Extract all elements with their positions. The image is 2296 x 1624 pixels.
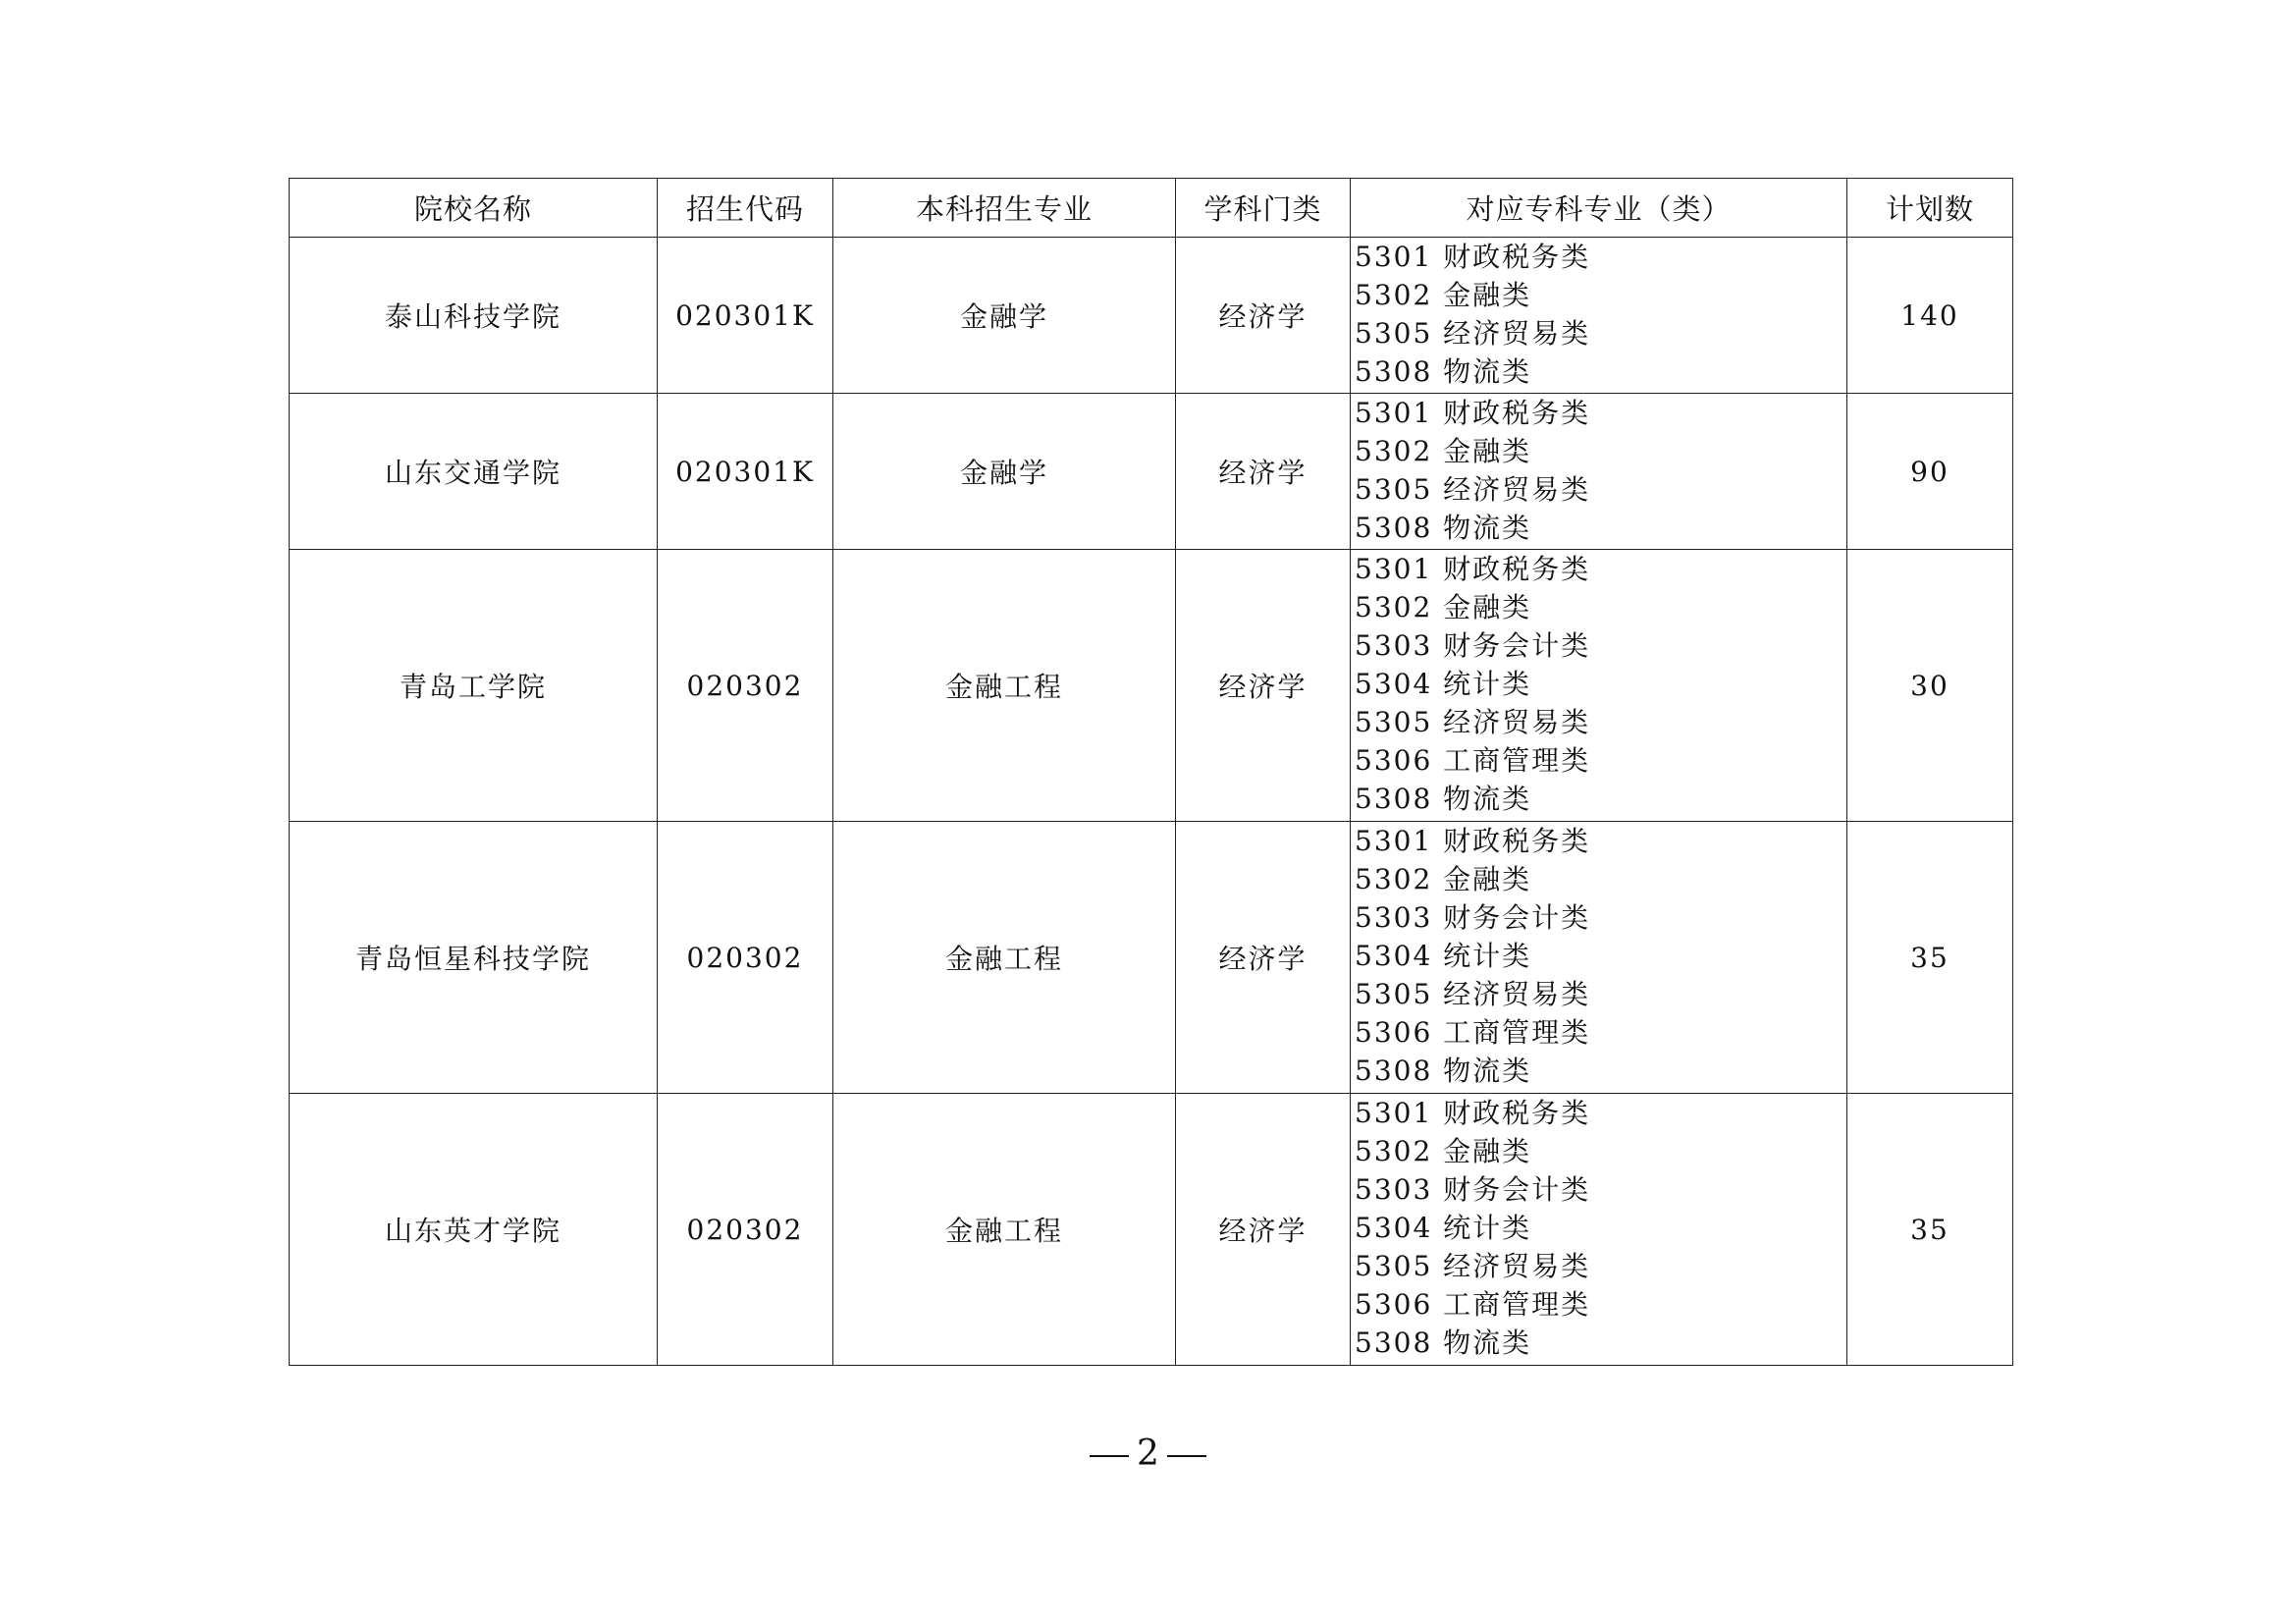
school-name-cell: 泰山科技学院 — [290, 238, 658, 394]
discipline-category-cell: 经济学 — [1176, 394, 1351, 550]
corresponding-major-item: 5305 经济贸易类 — [1355, 1250, 1591, 1282]
plan-count-cell: 35 — [1847, 1094, 2013, 1366]
page-number-dash-right — [1167, 1455, 1206, 1457]
table-row — [290, 822, 2013, 1094]
table-row — [290, 238, 2013, 394]
corresponding-major-item: 5306 工商管理类 — [1355, 744, 1591, 777]
table-body — [290, 238, 2013, 1366]
discipline-category-cell: 经济学 — [1176, 1094, 1351, 1366]
table-row — [290, 1094, 2013, 1366]
corresponding-major-item: 5302 金融类 — [1355, 435, 1532, 467]
corresponding-majors-cell — [1351, 550, 1847, 822]
header-enrollment-code: 招生代码 — [658, 179, 833, 238]
school-name-cell: 山东英才学院 — [290, 1094, 658, 1366]
enrollment-code-cell: 020302 — [658, 1094, 833, 1366]
header-undergrad-major: 本科招生专业 — [833, 179, 1176, 238]
corresponding-majors-cell — [1351, 822, 1847, 1094]
enrollment-code-cell: 020302 — [658, 822, 833, 1094]
corresponding-major-item: 5304 统计类 — [1355, 940, 1532, 972]
corresponding-major-item: 5303 财务会计类 — [1355, 901, 1591, 934]
header-school-name: 院校名称 — [290, 179, 658, 238]
corresponding-major-item: 5301 财政税务类 — [1355, 553, 1591, 585]
enrollment-code-cell: 020301K — [658, 238, 833, 394]
corresponding-major-item: 5305 经济贸易类 — [1355, 317, 1591, 350]
table-row — [290, 394, 2013, 550]
undergrad-major-cell: 金融工程 — [833, 1094, 1176, 1366]
discipline-category-cell: 经济学 — [1176, 822, 1351, 1094]
page-number-dash-left — [1090, 1455, 1129, 1457]
corresponding-majors-cell — [1351, 238, 1847, 394]
corresponding-major-item: 5302 金融类 — [1355, 863, 1532, 895]
plan-count-cell: 140 — [1847, 238, 2013, 394]
corresponding-major-item: 5302 金融类 — [1355, 591, 1532, 623]
enrollment-code-cell: 020301K — [658, 394, 833, 550]
corresponding-major-item: 5302 金融类 — [1355, 1135, 1532, 1167]
corresponding-majors-cell — [1351, 394, 1847, 550]
header-discipline-category: 学科门类 — [1176, 179, 1351, 238]
corresponding-major-item: 5304 统计类 — [1355, 668, 1532, 700]
corresponding-major-item: 5308 物流类 — [1355, 1055, 1532, 1087]
corresponding-major-item: 5303 财务会计类 — [1355, 1173, 1591, 1206]
corresponding-major-item: 5305 经济贸易类 — [1355, 473, 1591, 506]
school-name-cell: 青岛工学院 — [290, 550, 658, 822]
corresponding-majors-cell — [1351, 1094, 1847, 1366]
corresponding-major-item: 5301 财政税务类 — [1355, 397, 1591, 429]
undergrad-major-cell: 金融工程 — [833, 822, 1176, 1094]
school-name-cell: 山东交通学院 — [290, 394, 658, 550]
corresponding-major-item: 5303 财务会计类 — [1355, 629, 1591, 662]
corresponding-major-item: 5302 金融类 — [1355, 279, 1532, 311]
corresponding-major-item: 5306 工商管理类 — [1355, 1288, 1591, 1321]
corresponding-major-item: 5308 物流类 — [1355, 1326, 1532, 1359]
page-number-footer — [0, 1434, 2296, 1474]
corresponding-major-item: 5301 财政税务类 — [1355, 1097, 1591, 1129]
table-header-row — [290, 179, 2013, 238]
corresponding-major-item: 5308 物流类 — [1355, 512, 1532, 544]
header-plan-count: 计划数 — [1847, 179, 2013, 238]
plan-count-cell: 30 — [1847, 550, 2013, 822]
corresponding-major-item: 5301 财政税务类 — [1355, 241, 1591, 273]
plan-count-cell: 90 — [1847, 394, 2013, 550]
enrollment-code-cell: 020302 — [658, 550, 833, 822]
header-corresponding-majors: 对应专科专业（类） — [1351, 179, 1847, 238]
corresponding-major-item: 5306 工商管理类 — [1355, 1016, 1591, 1049]
corresponding-major-item: 5301 财政税务类 — [1355, 825, 1591, 857]
corresponding-major-item: 5305 经济贸易类 — [1355, 706, 1591, 738]
discipline-category-cell: 经济学 — [1176, 238, 1351, 394]
enrollment-plan-table — [289, 178, 2013, 1366]
corresponding-major-item: 5308 物流类 — [1355, 355, 1532, 388]
school-name-cell: 青岛恒星科技学院 — [290, 822, 658, 1094]
page-number: 2 — [1137, 1434, 1159, 1474]
corresponding-major-item: 5308 物流类 — [1355, 783, 1532, 815]
undergrad-major-cell: 金融学 — [833, 238, 1176, 394]
plan-count-cell: 35 — [1847, 822, 2013, 1094]
undergrad-major-cell: 金融学 — [833, 394, 1176, 550]
corresponding-major-item: 5304 统计类 — [1355, 1212, 1532, 1244]
undergrad-major-cell: 金融工程 — [833, 550, 1176, 822]
discipline-category-cell: 经济学 — [1176, 550, 1351, 822]
table-row — [290, 550, 2013, 822]
corresponding-major-item: 5305 经济贸易类 — [1355, 978, 1591, 1010]
